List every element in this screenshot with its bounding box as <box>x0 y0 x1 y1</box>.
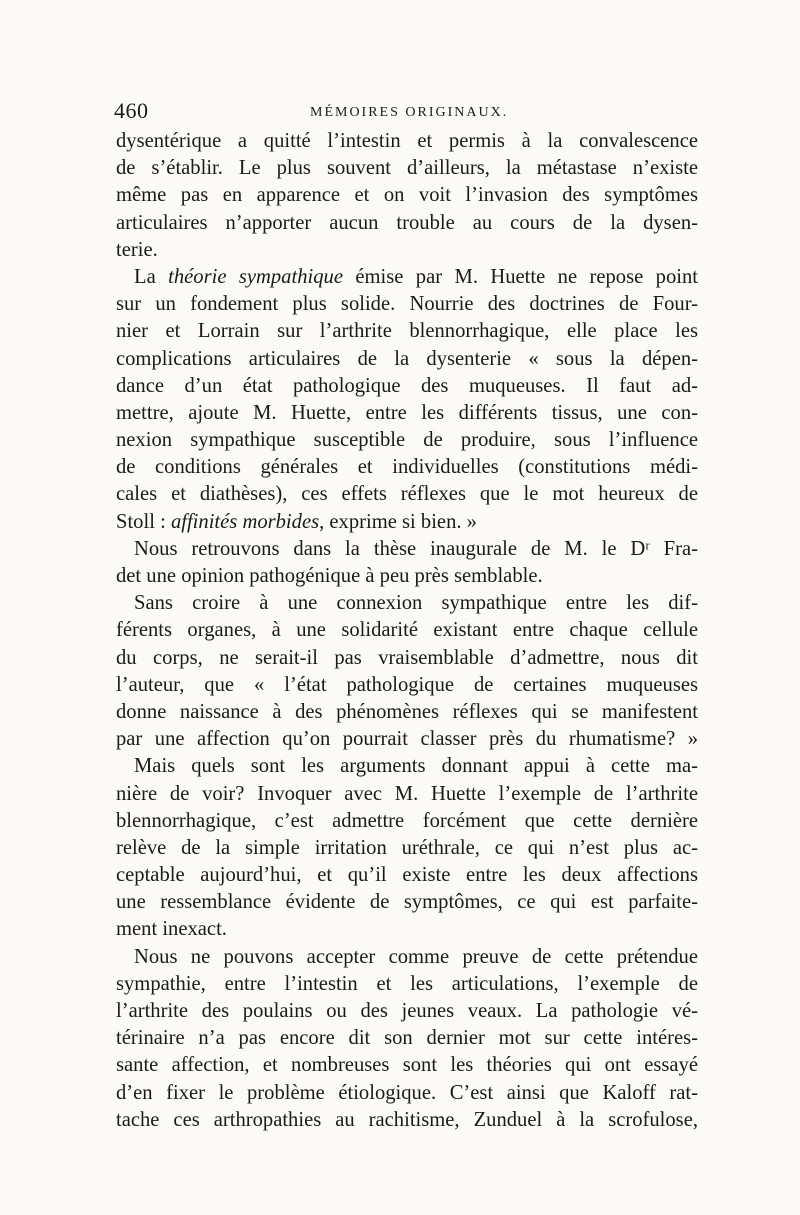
text-line: nier et Lorrain sur l’arthrite blennorrhagique, elle place les <box>116 320 698 343</box>
text-line: det une opinion pathogénique à peu près semblable. <box>116 565 543 587</box>
text-line: de s’établir. Le plus souvent d’ailleurs, la métastase n’existe <box>116 157 698 180</box>
text-line: nexion sympathique susceptible de produire, sous l’influence <box>116 429 698 452</box>
text-line: même pas en apparence et on voit l’invasion des symptômes <box>116 184 698 207</box>
running-title: MÉMOIRES ORIGINAUX. <box>310 105 509 120</box>
italic-run: théorie sympathique <box>168 265 343 288</box>
text-line: sante affection, et nombreuses sont les théories qui ont essayé <box>116 1054 698 1077</box>
text-line <box>116 509 698 536</box>
text-line: du corps, ne serait-il pas vraisemblable d’admettre, nous dit <box>116 646 698 669</box>
text-line: de conditions générales et individuelles (constitutions médi- <box>116 456 698 479</box>
text-line: mettre, ajoute M. Huette, entre les différents tissus, une con- <box>116 401 698 424</box>
text-line: Nous retrouvons dans la thèse inaugurale de M. le Dʳ Fra- <box>134 537 698 560</box>
text-line: Sans croire à une connexion sympathique entre les dif- <box>134 592 698 615</box>
text-line: donne naissance à des phénomènes réflexes qui se manifestent <box>116 700 698 723</box>
text-line: blennorrhagique, c’est admettre forcément que cette dernière <box>116 809 698 832</box>
text-line: relève de la simple irritation uréthrale, ce qui n’est plus ac- <box>116 836 698 859</box>
text-line: l’auteur, que « l’état pathologique de certaines muqueuses <box>116 673 698 696</box>
text-line: tache ces arthropathies au rachitisme, Zunduel à la scrofulose, <box>116 1108 698 1131</box>
text-line: sur un fondement plus solide. Nourrie des doctrines de Four- <box>116 293 698 316</box>
text-line: l’arthrite des poulains ou des jeunes veaux. La pathologie vé- <box>116 1000 698 1022</box>
text-line: dysentérique a quitté l’intestin et permis à la convalescence <box>116 130 698 152</box>
text-line: ceptable aujourd’hui, et qu’il existe entre les deux affections <box>116 864 698 887</box>
text-run: émise par M. Huette ne repose point <box>342 265 698 288</box>
page-number: 460 <box>114 98 149 123</box>
text-run: Stoll : <box>116 510 171 533</box>
text-run: La <box>134 265 169 288</box>
text-line: complications articulaires de la dysenterie « sous la dépen- <box>116 347 698 370</box>
text-line: cales et diathèses), ces effets réflexes que le mot heureux de <box>116 483 698 506</box>
running-head <box>114 96 698 126</box>
text-line: d’en fixer le problème étiologique. C’est ainsi que Kaloff rat- <box>116 1081 698 1104</box>
text-line: terie. <box>116 238 158 261</box>
text-line: sympathie, entre l’intestin et les articulations, l’exemple de <box>116 972 698 995</box>
text-line: térinaire n’a pas encore dit son dernier mot sur cette intéres- <box>116 1027 698 1050</box>
text-line: une ressemblance évidente de symptômes, ce qui est parfaite- <box>116 891 698 914</box>
text-line: férents organes, à une solidarité existant entre chaque cellule <box>116 619 698 642</box>
text-line: dance d’un état pathologique des muqueuses. Il faut ad- <box>116 374 698 397</box>
text-run: , exprime si bien. » <box>319 510 477 533</box>
body-text <box>116 128 698 1134</box>
text-line: Nous ne pouvons accepter comme preuve de cette prétendue <box>134 945 698 968</box>
text-line: nière de voir? Invoquer avec M. Huette l’exemple de l’arthrite <box>116 782 698 805</box>
text-line: ment inexact. <box>116 918 227 941</box>
text-line: par une affection qu’on pourrait classer près du rhumatisme? » <box>116 728 698 751</box>
text-line: Mais quels sont les arguments donnant appui à cette ma- <box>134 755 698 778</box>
text-line: articulaires n’apporter aucun trouble au cours de la dysen- <box>116 211 698 234</box>
italic-run: affinités morbides <box>170 510 320 533</box>
text-line <box>116 264 698 291</box>
